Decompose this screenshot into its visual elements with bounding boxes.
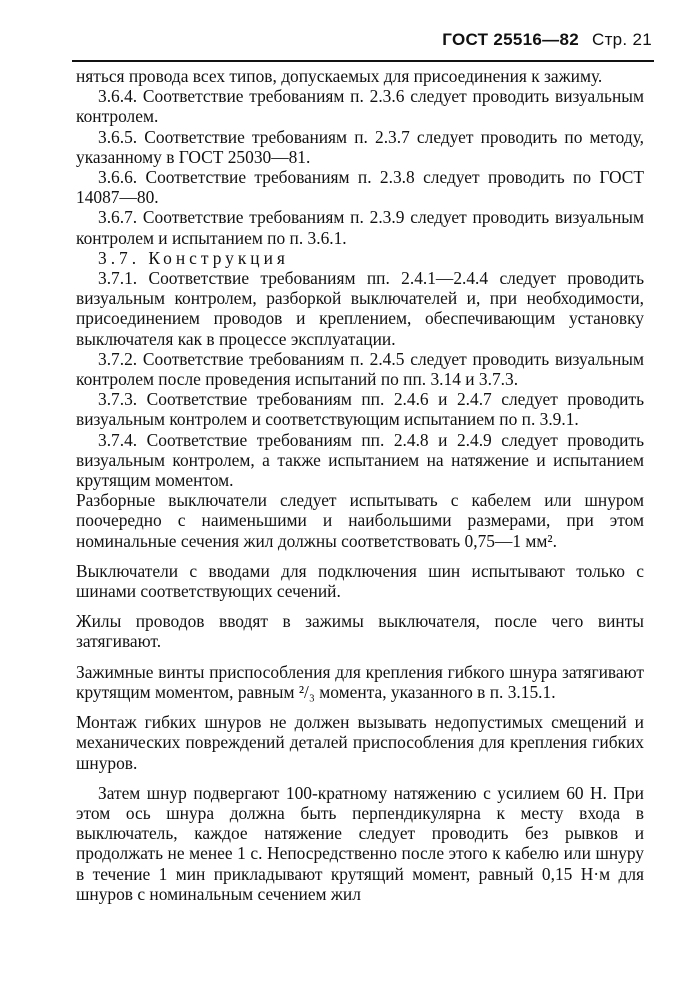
paragraph-3-7-1: 3.7.1. Соответствие требованиям пп. 2.4.1—2.4.4 следует проводить визуальным контролем, разборкой выключателей и, при необходимости, присоединением проводов и креплением, обеспечивающим установку выключателя как в процессе эксплуатации. — [76, 268, 644, 349]
section-heading-3-7: 3.7. Конструкция — [98, 247, 289, 268]
paragraph-3-7-4: 3.7.4. Соответствие требованиям пп. 2.4.8 и 2.4.9 следует проводить визуальным контролем, а также испытанием на натяжение и испытанием крутящим моментом. — [76, 429, 644, 491]
paragraph-clamp-screws: Зажимные винты приспособления для крепления гибкого шнура затягивают крутящим моментом, равным ²/₃ момента, указанного в п. 3.15.1. — [76, 661, 644, 702]
standard-number: ГОСТ 25516—82 — [442, 30, 579, 49]
body-text — [76, 66, 644, 904]
paragraph-bus-inputs: Выключатели с вводами для подключения шин испытывают только с шинами соответствующих сечений. — [76, 560, 644, 602]
paragraph-cord-mounting: Монтаж гибких шнуров не должен вызывать недопустимых смещений и механических повреждений деталей приспособления для крепления гибких шнуров. — [76, 712, 644, 773]
paragraph-continuation: няться провода всех типов, допускаемых для присоединения к зажиму. — [76, 66, 603, 86]
paragraph-cable-testing: Разборные выключатели следует испытывать с кабелем или шнуром поочередно с наименьшими и наибольшими размерами, при этом номинальные сечения жил должны соответствовать 0,75—1 мм². — [76, 490, 644, 551]
paragraph-3-7-2: 3.7.2. Соответствие требованиям п. 2.4.5 следует проводить визуальным контролем после проведения испытаний по пп. 3.14 и 3.7.3. — [76, 348, 644, 390]
header-rule — [72, 60, 654, 62]
paragraph-tension-test: Затем шнур подвергают 100-кратному натяжению с усилием 60 Н. При этом ось шнура должна быть перпендикулярна к месту входа в выключатель, каждое натяжение следует проводить без рывков и продолжать не менее 1 с. Непосредственно после этого к кабелю или шнуру в течение 1 мин прикладывают крутящий момент, равный 0,15 Н·м для шнуров с номинальным сечением жил — [76, 782, 644, 904]
paragraph-3-7-3: 3.7.3. Соответствие требованиям пп. 2.4.6 и 2.4.7 следует проводить визуальным контролем и соответствующим испытанием по п. 3.9.1. — [76, 389, 644, 430]
paragraph-3-6-4: 3.6.4. Соответствие требованиям п. 2.3.6 следует проводить визуальным контролем. — [76, 86, 644, 127]
page-number: Стр. 21 — [592, 30, 652, 49]
paragraph-wire-cores: Жилы проводов вводят в зажимы выключателя, после чего винты затягивают. — [76, 611, 644, 652]
paragraph-3-6-6: 3.6.6. Соответствие требованиям п. 2.3.8 следует проводить по ГОСТ 14087—80. — [76, 167, 644, 208]
paragraph-3-6-7: 3.6.7. Соответствие требованиям п. 2.3.9 следует проводить визуальным контролем и испытанием по п. 3.6.1. — [76, 207, 644, 248]
running-header — [442, 30, 652, 50]
paragraph-3-6-5: 3.6.5. Соответствие требованиям п. 2.3.7 следует проводить по методу, указанному в ГОСТ 25030—81. — [76, 126, 644, 167]
